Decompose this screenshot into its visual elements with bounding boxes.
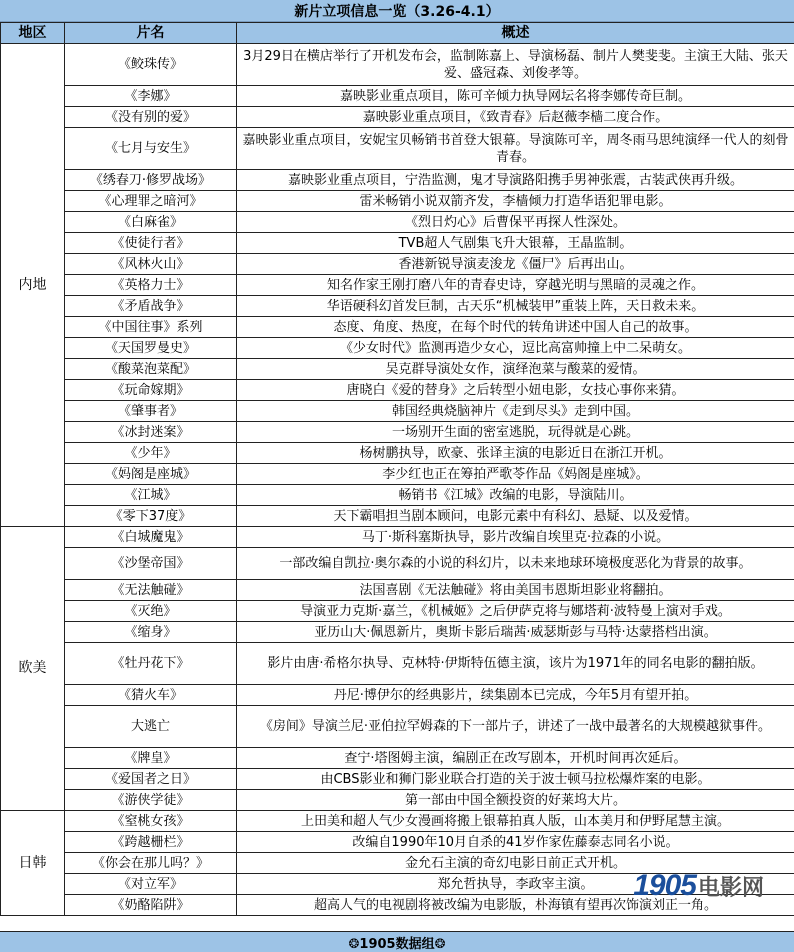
table-row — [1, 527, 794, 548]
table-row — [1, 338, 794, 359]
table-row — [1, 643, 794, 685]
summary-cell: 查宁·塔图姆主演，编剧正在改写剧本，开机时间再次延后。 — [237, 748, 794, 769]
film-title-cell: 《江城》 — [65, 485, 237, 506]
watermark-number: 1905 — [633, 869, 696, 902]
table-row — [1, 86, 794, 107]
table-row — [1, 212, 794, 233]
region-cell: 内地 — [1, 44, 65, 527]
table-row — [1, 485, 794, 506]
film-title-cell: 《跨越栅栏》 — [65, 832, 237, 853]
film-title-cell: 《玩命嫁期》 — [65, 380, 237, 401]
film-title-cell: 《沙堡帝国》 — [65, 548, 237, 580]
film-title-cell: 《妈阁是座城》 — [65, 464, 237, 485]
film-title-cell: 《牡丹花下》 — [65, 643, 237, 685]
film-title-cell: 《英格力士》 — [65, 275, 237, 296]
table-row — [1, 380, 794, 401]
film-info-table — [0, 22, 794, 916]
film-title-cell: 《冰封迷案》 — [65, 422, 237, 443]
summary-cell: 金允石主演的奇幻电影日前正式开机。 — [237, 853, 794, 874]
summary-cell: 嘉映影业重点项目，陈可辛倾力执导网坛名将李娜传奇巨制。 — [237, 86, 794, 107]
summary-cell: 超高人气的电视剧将被改编为电影版，朴海镇有望再次饰演刘正一角。 — [237, 895, 794, 916]
table-row — [1, 506, 794, 527]
summary-cell: 唐晓白《爱的替身》之后转型小妞电影，女技心事你来猜。 — [237, 380, 794, 401]
table-row — [1, 275, 794, 296]
table-header-row — [1, 23, 794, 44]
film-title-cell: 《游侠学徒》 — [65, 790, 237, 811]
column-header-region: 地区 — [1, 23, 65, 44]
film-title-cell: 《七月与安生》 — [65, 128, 237, 170]
film-title-cell: 大逃亡 — [65, 706, 237, 748]
summary-cell: 香港新锐导演麦浚龙《僵尸》后再出山。 — [237, 254, 794, 275]
summary-cell: 马丁·斯科塞斯执导，影片改编自埃里克·拉森的小说。 — [237, 527, 794, 548]
summary-cell: 法国喜剧《无法触碰》将由美国韦恩斯坦影业将翻拍。 — [237, 580, 794, 601]
film-title-cell: 《猜火车》 — [65, 685, 237, 706]
table-row — [1, 296, 794, 317]
film-title-cell: 《酸菜泡菜配》 — [65, 359, 237, 380]
summary-cell: 知名作家王刚打磨八年的青春史诗，穿越光明与黑暗的灵魂之作。 — [237, 275, 794, 296]
region-cell: 欧美 — [1, 527, 65, 811]
table-row — [1, 443, 794, 464]
summary-cell: 《房间》导演兰尼·亚伯拉罕姆森的下一部片子，讲述了一战中最著名的大规模越狱事件。 — [237, 706, 794, 748]
film-title-cell: 《鲛珠传》 — [65, 44, 237, 86]
summary-cell: 一部改编自凯拉·奥尔森的小说的科幻片，以未来地球环境极度恶化为背景的故事。 — [237, 548, 794, 580]
summary-cell: 天下霸唱担当剧本顾问，电影元素中有科幻、悬疑、以及爱情。 — [237, 506, 794, 527]
table-row — [1, 128, 794, 170]
film-title-cell: 《白麻雀》 — [65, 212, 237, 233]
film-title-cell: 《窒桃女孩》 — [65, 811, 237, 832]
film-title-cell: 《你会在那儿吗？》 — [65, 853, 237, 874]
table-row — [1, 601, 794, 622]
film-title-cell: 《奶酪陷阱》 — [65, 895, 237, 916]
summary-cell: 郑允哲执导，李政宰主演。 — [237, 874, 794, 895]
film-title-cell: 《少年》 — [65, 443, 237, 464]
table-row — [1, 548, 794, 580]
table-row — [1, 832, 794, 853]
summary-cell: 畅销书《江城》改编的电影，导演陆川。 — [237, 485, 794, 506]
table-row — [1, 464, 794, 485]
film-title-cell: 《缩身》 — [65, 622, 237, 643]
summary-cell: 吴克群导演处女作，演绎泡菜与酸菜的爱情。 — [237, 359, 794, 380]
film-title-cell: 《矛盾战争》 — [65, 296, 237, 317]
table-row — [1, 170, 794, 191]
table-row — [1, 811, 794, 832]
summary-cell: 韩国经典烧脑神片《走到尽头》走到中国。 — [237, 401, 794, 422]
table-row — [1, 233, 794, 254]
summary-cell: 上田美和超人气少女漫画将搬上银幕拍真人版，山本美月和伊野尾慧主演。 — [237, 811, 794, 832]
table-row — [1, 317, 794, 338]
table-row — [1, 254, 794, 275]
column-header-summary: 概述 — [237, 23, 794, 44]
summary-cell: 由CBS影业和狮门影业联合打造的关于波士顿马拉松爆炸案的电影。 — [237, 769, 794, 790]
table-row — [1, 769, 794, 790]
table-row — [1, 401, 794, 422]
summary-cell: 亚历山大·佩恩新片，奥斯卡影后瑞茜·威瑟斯彭与马特·达蒙搭档出演。 — [237, 622, 794, 643]
summary-cell: 华语硬科幻首发巨制，古天乐“机械装甲”重装上阵，天日救未来。 — [237, 296, 794, 317]
film-title-cell: 《李娜》 — [65, 86, 237, 107]
table-row — [1, 790, 794, 811]
summary-cell: 一场别开生面的密室逃脱，玩得就是心跳。 — [237, 422, 794, 443]
summary-cell: 影片由唐·希格尔执导、克林特·伊斯特伍德主演，该片为1971年的同名电影的翻拍版。 — [237, 643, 794, 685]
table-row — [1, 895, 794, 916]
table-row — [1, 748, 794, 769]
summary-cell: TVB超人气剧集飞升大银幕，王晶监制。 — [237, 233, 794, 254]
table-row — [1, 853, 794, 874]
column-header-film: 片名 — [65, 23, 237, 44]
film-title-cell: 《灭绝》 — [65, 601, 237, 622]
film-title-cell: 《天国罗曼史》 — [65, 338, 237, 359]
table-row — [1, 191, 794, 212]
summary-cell: 《少女时代》监测再造少女心，逗比高富帅撞上中二呆萌女。 — [237, 338, 794, 359]
film-title-cell: 《风林火山》 — [65, 254, 237, 275]
film-title-cell: 《绣春刀·修罗战场》 — [65, 170, 237, 191]
table-row — [1, 622, 794, 643]
film-title-cell: 《白城魔鬼》 — [65, 527, 237, 548]
summary-cell: 第一部由中国全额投资的好莱坞大片。 — [237, 790, 794, 811]
summary-cell: 嘉映影业重点项目，安妮宝贝畅销书首登大银幕。导演陈可辛，周冬雨马思纯演绎一代人的刻骨青春。 — [237, 128, 794, 170]
film-title-cell: 《牌皇》 — [65, 748, 237, 769]
summary-cell: 丹尼·博伊尔的经典影片，续集剧本已完成，今年5月有望开拍。 — [237, 685, 794, 706]
film-title-cell: 《使徒行者》 — [65, 233, 237, 254]
film-title-cell: 《中国往事》系列 — [65, 317, 237, 338]
film-title-cell: 《肇事者》 — [65, 401, 237, 422]
table-row — [1, 580, 794, 601]
film-title-cell: 《对立军》 — [65, 874, 237, 895]
table-body — [1, 44, 794, 916]
film-title-cell: 《零下37度》 — [65, 506, 237, 527]
region-cell: 日韩 — [1, 811, 65, 916]
summary-cell: 李少红也正在筹拍严歌苓作品《妈阁是座城》。 — [237, 464, 794, 485]
summary-cell: 嘉映影业重点项目，《致青春》后赵薇李樯二度合作。 — [237, 107, 794, 128]
summary-cell: 3月29日在横店举行了开机发布会，监制陈嘉上、导演杨磊、制片人樊斐斐。主演王大陆、张天爱、盛冠森、刘俊孝等。 — [237, 44, 794, 86]
table-row — [1, 107, 794, 128]
table-row — [1, 359, 794, 380]
summary-cell: 改编自1990年10月自杀的41岁作家佐藤泰志同名小说。 — [237, 832, 794, 853]
summary-cell: 态度、角度、热度，在每个时代的转角讲述中国人自己的故事。 — [237, 317, 794, 338]
film-title-cell: 《心理罪之暗河》 — [65, 191, 237, 212]
film-title-cell: 《无法触碰》 — [65, 580, 237, 601]
page-title: 新片立项信息一览（3.26-4.1） — [0, 0, 794, 22]
footer-credit: ❂1905数据组❂ — [0, 931, 794, 952]
table-row — [1, 685, 794, 706]
table-row — [1, 874, 794, 895]
summary-cell: 杨树鹏执导，欧豪、张译主演的电影近日在浙江开机。 — [237, 443, 794, 464]
table-row — [1, 706, 794, 748]
film-title-cell: 《爱国者之日》 — [65, 769, 237, 790]
summary-cell: 嘉映影业重点项目，宁浩监测，鬼才导演路阳携手男神张震，古装武侠再升级。 — [237, 170, 794, 191]
table-row — [1, 44, 794, 86]
watermark-text: 电影网 — [697, 875, 764, 900]
summary-cell: 《烈日灼心》后曹保平再探人性深处。 — [237, 212, 794, 233]
table-row — [1, 422, 794, 443]
summary-cell: 导演亚力克斯·嘉兰，《机械姬》之后伊萨克将与娜塔莉·波特曼上演对手戏。 — [237, 601, 794, 622]
summary-cell: 雷米畅销小说双箭齐发，李樯倾力打造华语犯罪电影。 — [237, 191, 794, 212]
film-title-cell: 《没有别的爱》 — [65, 107, 237, 128]
